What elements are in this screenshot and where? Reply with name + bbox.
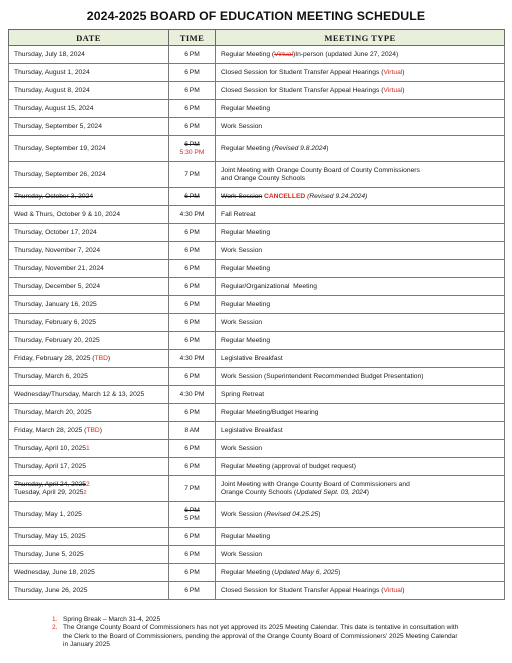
time-cell: 6 PM <box>169 46 216 64</box>
meeting-type-cell: Regular Meeting <box>216 296 505 314</box>
time-cell: 6 PM <box>169 564 216 582</box>
table-row <box>9 546 505 564</box>
table-row <box>9 136 505 162</box>
date-cell: Wednesday/Thursday, March 12 & 13, 2025 <box>9 386 169 404</box>
footnote-number: 1. <box>52 616 58 623</box>
footnotes <box>52 616 462 650</box>
meeting-type-cell: Regular Meeting (Revised 9.8.2024) <box>216 136 505 162</box>
table-row <box>9 64 505 82</box>
meeting-type-cell: Work Session <box>216 546 505 564</box>
meeting-type-cell: Closed Session for Student Transfer Appeal Hearings (Virtual) <box>216 582 505 600</box>
table-row <box>9 386 505 404</box>
table-row <box>9 422 505 440</box>
table-row <box>9 296 505 314</box>
date-cell: Thursday, November 7, 2024 <box>9 242 169 260</box>
meeting-schedule-table <box>8 29 505 600</box>
time-cell: 6 PM <box>169 332 216 350</box>
date-cell: Thursday, January 16, 2025 <box>9 296 169 314</box>
date-cell: Thursday, June 5, 2025 <box>9 546 169 564</box>
table-row <box>9 350 505 368</box>
time-cell: 6 PM <box>169 118 216 136</box>
date-cell: Friday, February 28, 2025 (TBD) <box>9 350 169 368</box>
date-cell: Thursday, March 6, 2025 <box>9 368 169 386</box>
date-cell: Thursday, October 3, 2024 <box>9 188 169 206</box>
meeting-type-cell: Work Session (Revised 04.25.25) <box>216 502 505 528</box>
meeting-type-cell: Regular Meeting <box>216 528 505 546</box>
time-cell: 8 AM <box>169 422 216 440</box>
meeting-type-cell: Regular/Organizational Meeting <box>216 278 505 296</box>
meeting-type-cell: Work Session <box>216 314 505 332</box>
date-cell: Thursday, April 10, 20251 <box>9 440 169 458</box>
time-cell: 6 PM <box>169 224 216 242</box>
footnote-text: The Orange County Board of Commissioners has not yet approved its 2025 Meeting Calendar. This date is tentative in consultation with the Clerk to the Board of Commissioners, pending the approval of the Orange County Board of Commissioners' 2025 Meeting Calendar in January 2025 <box>63 624 459 649</box>
table-row <box>9 332 505 350</box>
time-cell: 6 PM <box>169 546 216 564</box>
table-row <box>9 206 505 224</box>
meeting-type-cell: Regular Meeting <box>216 100 505 118</box>
table-row <box>9 564 505 582</box>
time-cell: 6 PM <box>169 296 216 314</box>
meeting-type-cell: Regular Meeting <box>216 332 505 350</box>
date-cell: Thursday, July 18, 2024 <box>9 46 169 64</box>
date-cell: Thursday, November 21, 2024 <box>9 260 169 278</box>
time-cell: 4:30 PM <box>169 350 216 368</box>
table-row <box>9 476 505 502</box>
meeting-type-cell: Joint Meeting with Orange County Board of Commissioners and Orange County Schools (Updated Sept. 03, 2024) <box>216 476 505 502</box>
meeting-type-cell: Regular Meeting (approval of budget request) <box>216 458 505 476</box>
meeting-type-cell: Regular Meeting <box>216 224 505 242</box>
meeting-type-cell: Fall Retreat <box>216 206 505 224</box>
date-cell: Thursday, April 17, 2025 <box>9 458 169 476</box>
table-row <box>9 82 505 100</box>
column-header-time: TIME <box>169 30 216 46</box>
meeting-type-cell: Legislative Breakfast <box>216 422 505 440</box>
meeting-type-cell: Regular Meeting (Virtual)In-person (updated June 27, 2024) <box>216 46 505 64</box>
time-cell: 7 PM <box>169 162 216 188</box>
time-cell: 6 PM <box>169 278 216 296</box>
date-cell: Thursday, December 5, 2024 <box>9 278 169 296</box>
meeting-type-cell: Work Session (Superintendent Recommended Budget Presentation) <box>216 368 505 386</box>
date-cell: Thursday, June 26, 2025 <box>9 582 169 600</box>
table-row <box>9 440 505 458</box>
time-cell: 6 PM <box>169 188 216 206</box>
table-row <box>9 404 505 422</box>
time-cell: 4:30 PM <box>169 386 216 404</box>
table-row <box>9 46 505 64</box>
date-cell: Wednesday, June 18, 2025 <box>9 564 169 582</box>
date-cell: Thursday, May 1, 2025 <box>9 502 169 528</box>
time-cell: 6 PM <box>169 440 216 458</box>
time-cell: 6 PM <box>169 82 216 100</box>
table-row <box>9 188 505 206</box>
time-cell: 6 PM <box>169 404 216 422</box>
table-row <box>9 502 505 528</box>
meeting-type-cell: Regular Meeting <box>216 260 505 278</box>
footnote <box>52 624 462 649</box>
date-cell: Thursday, August 15, 2024 <box>9 100 169 118</box>
meeting-type-cell: Work Session <box>216 440 505 458</box>
date-cell: Thursday, February 6, 2025 <box>9 314 169 332</box>
date-cell: Thursday, August 8, 2024 <box>9 82 169 100</box>
footnote-text: Spring Break – March 31-4, 2025 <box>63 616 161 623</box>
time-cell: 6 PM 5 PM <box>169 502 216 528</box>
table-row <box>9 458 505 476</box>
meeting-type-cell: Closed Session for Student Transfer Appeal Hearings (Virtual) <box>216 64 505 82</box>
time-cell: 6 PM <box>169 458 216 476</box>
date-cell: Thursday, October 17, 2024 <box>9 224 169 242</box>
time-cell: 6 PM <box>169 260 216 278</box>
meeting-type-cell: Work Session CANCELLED (Revised 9.24.2024) <box>216 188 505 206</box>
footnote <box>52 616 462 624</box>
column-header-date: DATE <box>9 30 169 46</box>
time-cell: 6 PM <box>169 100 216 118</box>
table-header-row <box>9 30 505 46</box>
time-cell: 6 PM <box>169 582 216 600</box>
table-row <box>9 162 505 188</box>
date-cell: Thursday, March 20, 2025 <box>9 404 169 422</box>
meeting-type-cell: Work Session <box>216 242 505 260</box>
date-cell: Thursday, April 24, 20252 Tuesday, April 29, 2025$^2$ <box>9 476 169 502</box>
meeting-type-cell: Legislative Breakfast <box>216 350 505 368</box>
meeting-type-cell: Work Session <box>216 118 505 136</box>
date-cell: Friday, March 28, 2025 (TBD) <box>9 422 169 440</box>
time-cell: 7 PM <box>169 476 216 502</box>
table-row <box>9 528 505 546</box>
time-cell: 6 PM <box>169 528 216 546</box>
table-row <box>9 278 505 296</box>
time-cell: 6 PM <box>169 242 216 260</box>
time-cell: 4:30 PM <box>169 206 216 224</box>
time-cell: 6 PM <box>169 64 216 82</box>
meeting-type-cell: Closed Session for Student Transfer Appeal Hearings (Virtual) <box>216 82 505 100</box>
footnote-number: 2. <box>52 624 58 632</box>
table-row <box>9 224 505 242</box>
meeting-type-cell: Spring Retreat <box>216 386 505 404</box>
date-cell: Thursday, September 5, 2024 <box>9 118 169 136</box>
date-cell: Thursday, May 15, 2025 <box>9 528 169 546</box>
date-cell: Thursday, February 20, 2025 <box>9 332 169 350</box>
table-row <box>9 242 505 260</box>
table-row <box>9 314 505 332</box>
meeting-type-cell: Joint Meeting with Orange County Board of County Commissioners and Orange County Schools <box>216 162 505 188</box>
time-cell: 6 PM <box>169 368 216 386</box>
table-row <box>9 368 505 386</box>
date-cell: Thursday, September 26, 2024 <box>9 162 169 188</box>
meeting-type-cell: Regular Meeting/Budget Hearing <box>216 404 505 422</box>
meeting-type-cell: Regular Meeting (Updated May 6, 2025) <box>216 564 505 582</box>
date-cell: Thursday, September 19, 2024 <box>9 136 169 162</box>
time-cell: 6 PM 5:30 PM <box>169 136 216 162</box>
table-row <box>9 260 505 278</box>
column-header-meeting-type: MEETING TYPE <box>216 30 505 46</box>
table-row <box>9 582 505 600</box>
table-row <box>9 100 505 118</box>
date-cell: Wed & Thurs, October 9 & 10, 2024 <box>9 206 169 224</box>
table-row <box>9 118 505 136</box>
time-cell: 6 PM <box>169 314 216 332</box>
date-cell: Thursday, August 1, 2024 <box>9 64 169 82</box>
page-title: 2024-2025 BOARD OF EDUCATION MEETING SCHEDULE <box>86 9 426 23</box>
